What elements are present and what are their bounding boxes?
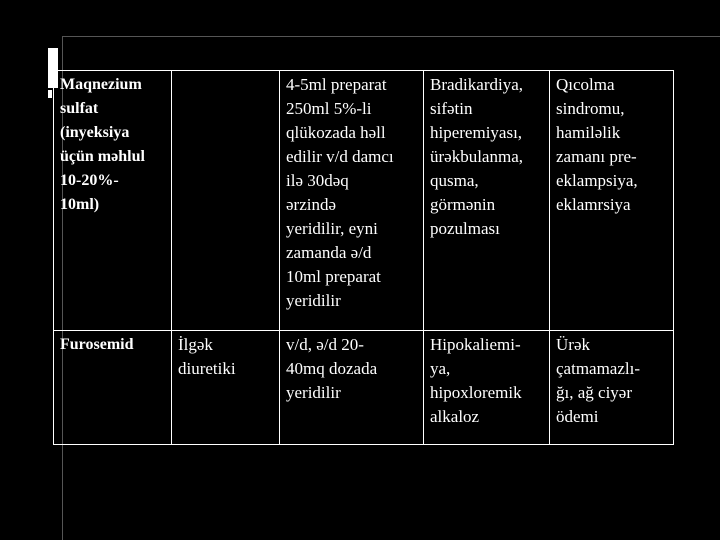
top-bar: [28, 0, 720, 36]
drug-table: [53, 70, 674, 445]
accent-mark: [48, 90, 52, 98]
drug-group-cell: İlgək diuretiki: [172, 331, 280, 445]
dosage-cell: v/d, ə/d 20- 40mq dozada yeridilir: [280, 331, 424, 445]
top-rule: [62, 36, 720, 37]
table-row: [54, 71, 674, 331]
drug-name-cell: Furosemid: [54, 331, 172, 445]
table-row: [54, 331, 674, 445]
indications-cell: Ürək çatmamazlı- ğı, ağ ciyər ödemi: [550, 331, 674, 445]
side-effects-cell: Hipokaliemi- ya, hipoxloremik alkaloz: [424, 331, 550, 445]
drug-group-cell: [172, 71, 280, 331]
drug-name-cell: Maqnezium sulfat (inyeksiya üçün məhlul 10-20%- 10ml): [54, 71, 172, 331]
side-effects-cell: Bradikardiya, sifətin hiperemiyası, ürəkbulanma, qusma, görmənin pozulması: [424, 71, 550, 331]
dosage-cell: 4-5ml preparat 250ml 5%-li qlükozada həll edilir v/d damcı ilə 30dəq ərzində yeridilir, eyni zamanda ə/d 10ml preparat yeridilir: [280, 71, 424, 331]
indications-cell: Qıcolma sindromu, hamiləlik zamanı pre- eklampsiya, eklamrsiya: [550, 71, 674, 331]
